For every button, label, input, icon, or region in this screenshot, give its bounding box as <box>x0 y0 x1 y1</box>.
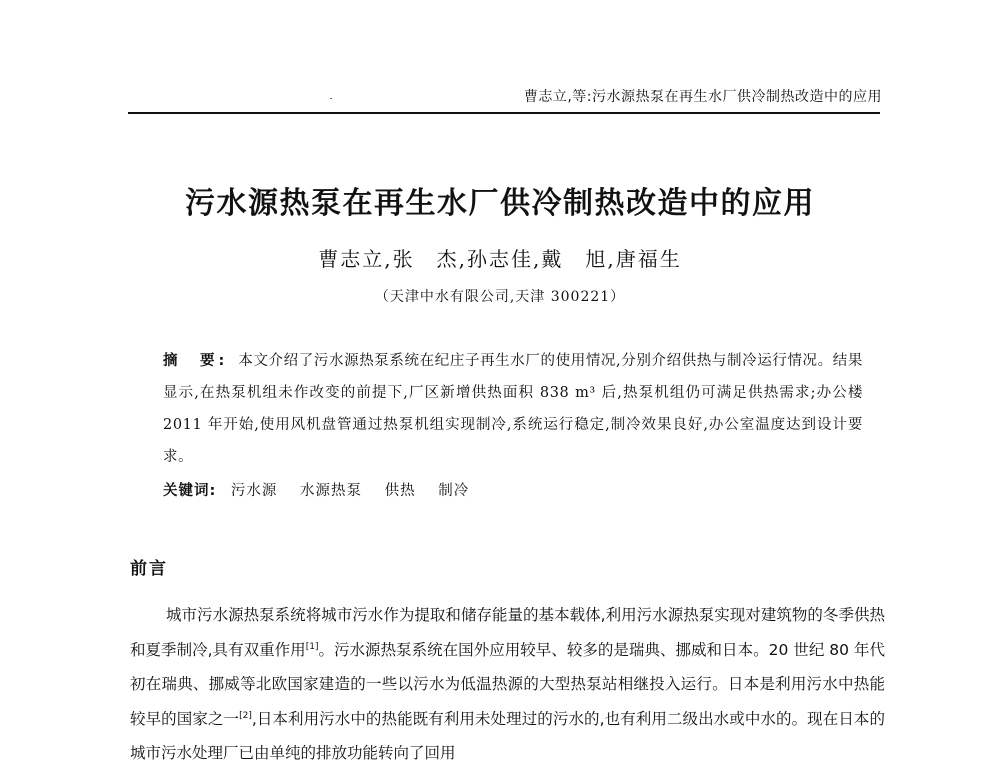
keyword: 供热 <box>384 483 416 499</box>
section-heading: 前言 <box>130 559 168 579</box>
keyword: 污水源 <box>230 483 278 499</box>
paragraph-text: 城市污水源热泵系统将城市污水作为提取和储存能量的基本载体,利用污水源热泵实现对建筑物的冬季供热和夏季制冷,具有双重作用 <box>130 606 885 659</box>
abstract-text: 本文介绍了污水源热泵系统在纪庄子再生水厂的使用情况,分别介绍供热与制冷运行情况。结果显示,在热泵机组未作改变的前提下,厂区新增供热面积 838 m³ 后,热泵机组仍可满足供热需求;办公楼 2011 年开始,使用风机盘管通过热泵机组实现制冷,系统运行稳定,制冷效果良好,办公室温度达到设计要求。 <box>163 353 863 465</box>
keyword: 水源热泵 <box>300 483 363 499</box>
citation-ref: [1] <box>305 641 319 652</box>
affiliation: （天津中水有限公司,天津 300221） <box>374 289 626 305</box>
keyword: 制冷 <box>438 483 470 499</box>
article-title: 污水源热泵在再生水厂供冷制热改造中的应用 <box>185 186 815 221</box>
running-header: 曹志立,等:污水源热泵在再生水厂供冷制热改造中的应用 <box>523 89 882 105</box>
header-rule <box>128 112 880 114</box>
author-list: 曹志立,张 杰,孙志佳,戴 旭,唐福生 <box>318 247 682 271</box>
intro-paragraph <box>130 598 885 771</box>
abstract-label: 摘 要: <box>163 353 229 369</box>
citation-ref: [2] <box>239 710 252 721</box>
keywords-block <box>163 477 863 505</box>
abstract-block <box>163 345 863 473</box>
paragraph-text: 。污水源热泵系统在国外应用较早、较多的是瑞典、挪威和日本。20 世纪 80 年代初在瑞典、挪威等北欧国家建造的一些以污水为低温热源的大型热泵站相继投入运行。日本是利用污水中热能较早的国家之一 <box>130 640 885 728</box>
keywords-label: 关键词: <box>163 483 217 499</box>
paragraph-text: ,日本利用污水中的热能既有利用未处理过的污水的,也有利用二级出水或中水的。现在日本的城市污水处理厂已由单纯的排放功能转向了回用 <box>130 709 885 762</box>
